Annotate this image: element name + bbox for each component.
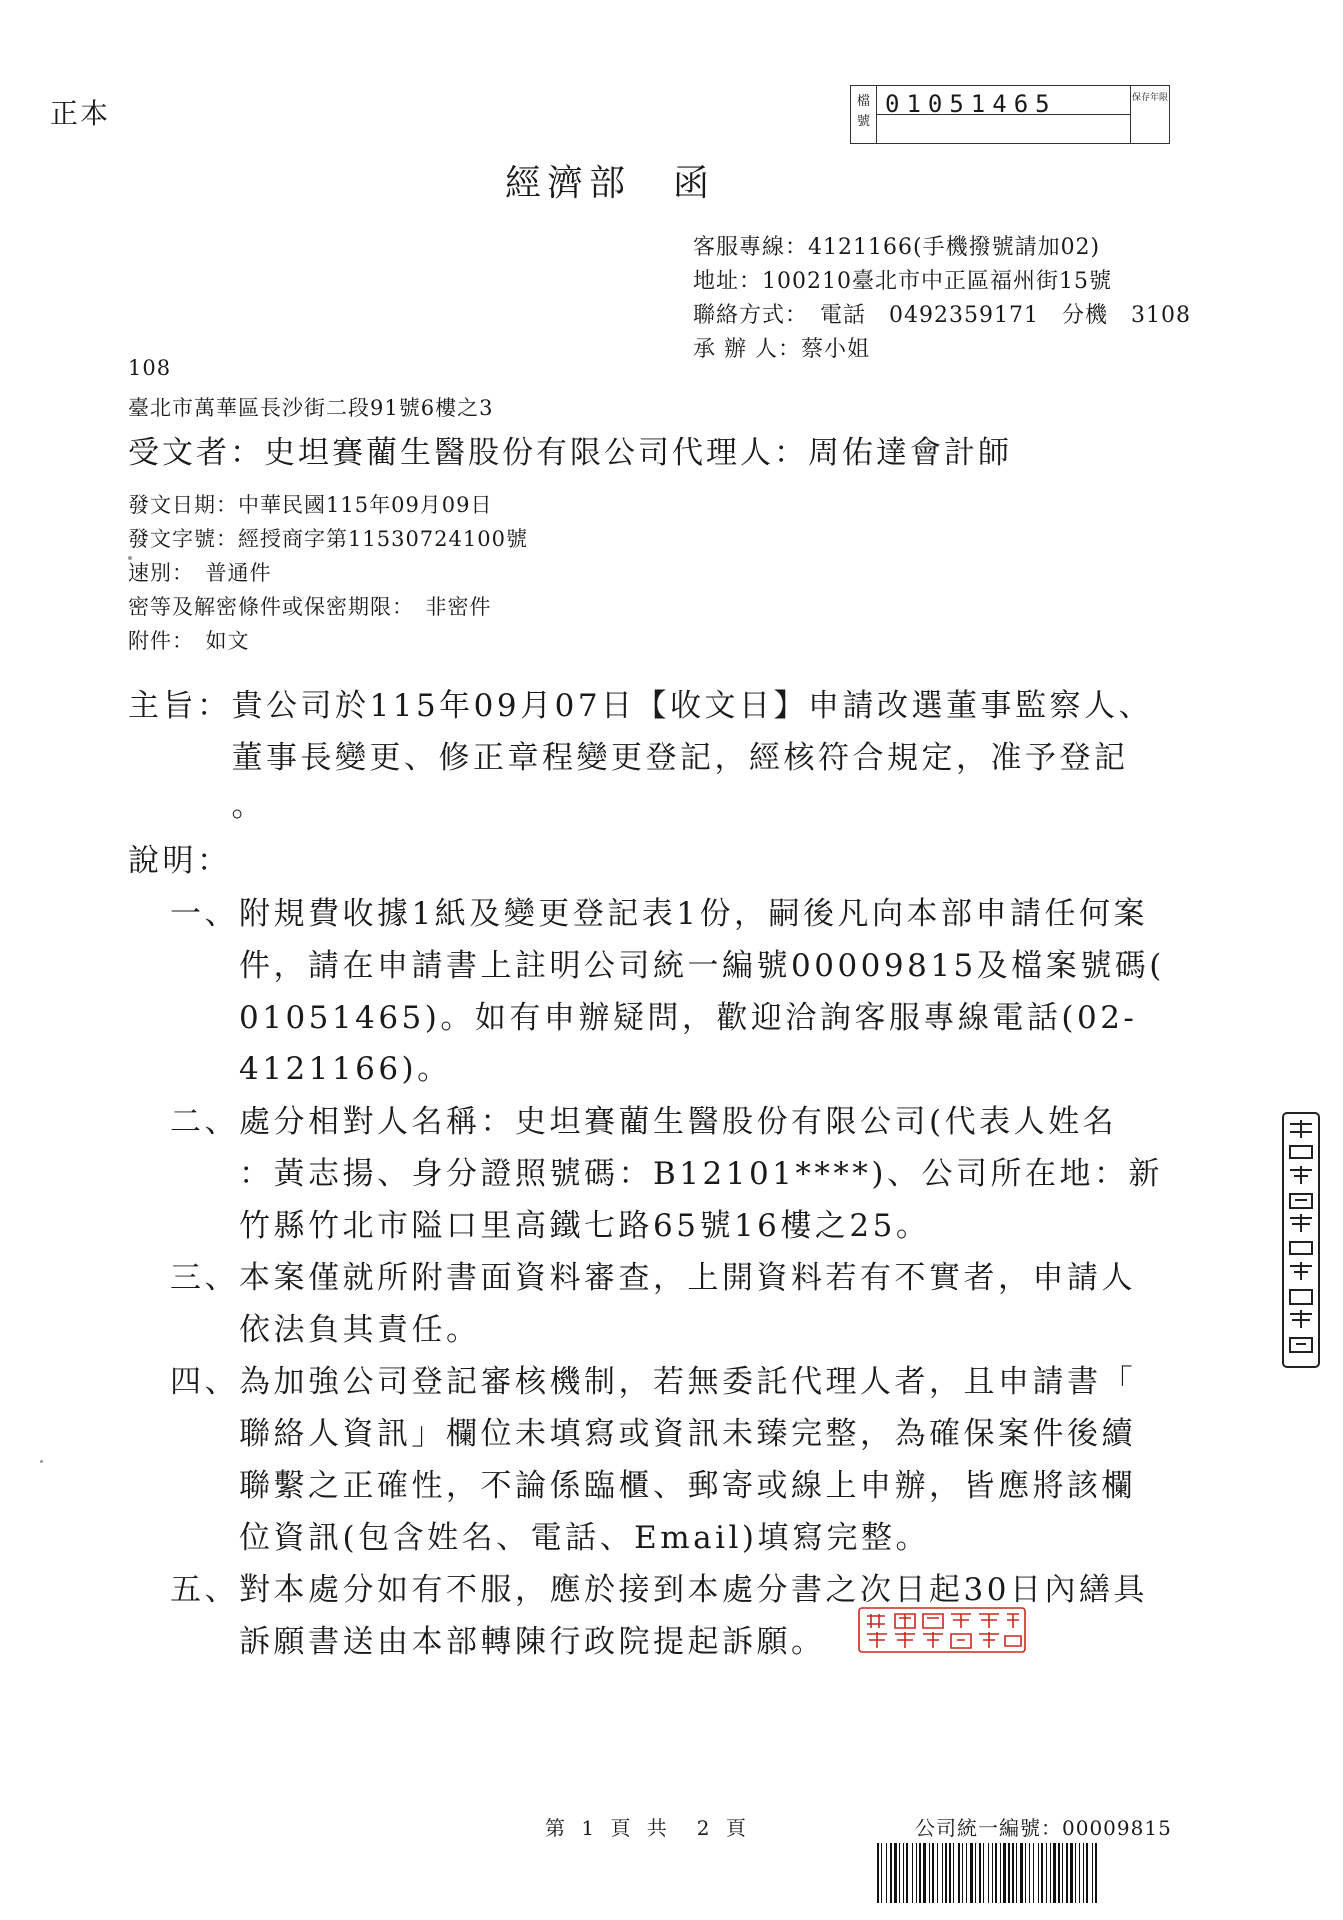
barcode-bar xyxy=(1095,1843,1097,1903)
file-number-label: 檔號 xyxy=(851,86,877,143)
item-4-line: 聯絡人資訊」欄位未填寫或資訊未臻完整，為確保案件後續 xyxy=(170,1416,1136,1452)
barcode-bar xyxy=(1008,1843,1010,1903)
barcode-bar xyxy=(1016,1843,1017,1903)
barcode-bar xyxy=(970,1843,973,1903)
barcode-bar xyxy=(1066,1843,1068,1903)
attachment: 附件： 如文 xyxy=(128,629,250,653)
subject-line: 。 xyxy=(128,788,266,824)
barcode-bar xyxy=(988,1843,989,1903)
file-number: 01051465 xyxy=(885,90,1057,118)
barcode-bar xyxy=(877,1843,879,1903)
barcode-bar xyxy=(1025,1843,1026,1903)
barcode-bar xyxy=(1029,1843,1030,1903)
contact-address: 地址：100210臺北市中正區福州街15號 xyxy=(693,269,1112,294)
barcode-bar xyxy=(912,1843,913,1903)
barcode-bar xyxy=(1033,1843,1034,1903)
barcode-bar xyxy=(937,1843,938,1903)
subject-line: 董事長變更、修正章程變更登記，經核符合規定，准予登記 xyxy=(128,740,1129,776)
barcode-bar xyxy=(1046,1843,1047,1903)
item-4-line: 四、為加強公司登記審核機制，若無委託代理人者，且申請書「 xyxy=(170,1364,1136,1400)
file-number-box xyxy=(850,85,1170,144)
barcode-bar xyxy=(1041,1843,1043,1903)
recipient: 受文者：史坦賽藺生醫股份有限公司代理人：周佑達會計師 xyxy=(128,435,1012,471)
barcode-bar xyxy=(1000,1843,1001,1903)
barcode-bar xyxy=(949,1843,951,1903)
barcode-bar xyxy=(919,1843,921,1903)
barcode-bar xyxy=(1070,1843,1073,1903)
copy-mark: 正本 xyxy=(50,97,111,130)
barcode-bar xyxy=(966,1843,967,1903)
barcode-bar xyxy=(942,1843,943,1903)
barcode-bar xyxy=(881,1843,882,1903)
barcode-bar xyxy=(983,1843,984,1903)
item-2-line: 二、處分相對人名稱：史坦賽藺生醫股份有限公司(代表人姓名 xyxy=(170,1104,1118,1140)
subject-line: 主旨：貴公司於115年09月07日【收文日】申請改選董事監察人、 xyxy=(128,688,1154,724)
recipient-street-address: 臺北市萬華區長沙街二段91號6樓之3 xyxy=(128,396,494,420)
item-1-line: 01051465)。如有申辦疑問，歡迎洽詢客服專線電話(02- xyxy=(170,1000,1138,1036)
item-1-line: 件，請在申請書上註明公司統一編號00009815及檔案號碼( xyxy=(170,948,1165,984)
barcode-bar xyxy=(1058,1843,1060,1903)
item-1-line: 4121166)。 xyxy=(170,1051,452,1087)
item-4-line: 聯繫之正確性，不論係臨櫃、郵寄或線上申辦，皆應將該欄 xyxy=(170,1468,1136,1504)
barcode-bar xyxy=(995,1843,997,1903)
page-indicator: 第 1 頁 共 2 頁 xyxy=(545,1816,751,1840)
retention-label: 保存年限 xyxy=(1131,93,1168,103)
barcode-bar xyxy=(890,1843,892,1903)
barcode-bar xyxy=(929,1843,930,1903)
barcode-bar xyxy=(1020,1843,1023,1903)
contact-hotline: 客服專線：4121166(手機撥號請加02) xyxy=(693,235,1101,260)
barcode-bar xyxy=(958,1843,960,1903)
barcode-bar xyxy=(962,1843,963,1903)
barcode-bar xyxy=(975,1843,976,1903)
barcode-bar xyxy=(932,1843,934,1903)
company-id-footer: 公司統一編號：00009815 xyxy=(915,1816,1172,1840)
document-title: 經濟部 函 xyxy=(505,163,716,204)
barcode-bar xyxy=(923,1843,926,1903)
scan-speck xyxy=(128,556,132,560)
barcode-bar xyxy=(1062,1843,1063,1903)
item-1-line: 一、附規費收據1紙及變更登記表1份，嗣後凡向本部申請任何案 xyxy=(170,896,1148,932)
barcode-bar xyxy=(916,1843,917,1903)
barcode-bar xyxy=(1079,1843,1080,1903)
barcode-bar xyxy=(1003,1843,1006,1903)
item-5-line: 五、對本處分如有不服，應於接到本處分書之次日起30日內繕具 xyxy=(170,1572,1148,1608)
barcode-bar xyxy=(899,1843,900,1903)
barcode-bar xyxy=(903,1843,904,1903)
barcode-bar xyxy=(894,1843,897,1903)
barcode-bar xyxy=(1012,1843,1014,1903)
barcode-bar xyxy=(1083,1843,1084,1903)
barcode-bar xyxy=(1050,1843,1051,1903)
barcode-bar xyxy=(1053,1843,1056,1903)
secrecy-level: 密等及解密條件或保密期限： 非密件 xyxy=(128,595,492,619)
item-3-line: 三、本案僅就所附書面資料審查，上開資料若有不實者，申請人 xyxy=(170,1260,1136,1296)
item-3-line: 依法負其責任。 xyxy=(170,1312,481,1348)
item-2-line: 竹縣竹北市隘口里高鐵七路65號16樓之25。 xyxy=(170,1208,931,1244)
barcode-bar xyxy=(886,1843,887,1903)
barcode-icon xyxy=(875,1843,1180,1903)
barcode-bar xyxy=(945,1843,947,1903)
contact-handler: 承 辦 人：蔡小姐 xyxy=(693,337,870,362)
barcode-bar xyxy=(979,1843,981,1903)
item-2-line: ：黃志揚、身分證照號碼：B12101****)、公司所在地：新 xyxy=(170,1156,1163,1192)
barcode-bar xyxy=(992,1843,993,1903)
barcode-bar xyxy=(1038,1843,1039,1903)
contact-method: 聯絡方式： 電話 0492359171 分機 3108 xyxy=(693,303,1191,328)
scan-speck xyxy=(40,1460,43,1463)
barcode-bar xyxy=(1075,1843,1076,1903)
explanation-heading: 說明： xyxy=(128,843,232,879)
side-seal-icon xyxy=(1280,1110,1322,1370)
item-5-line: 訴願書送由本部轉陳行政院提起訴願。 xyxy=(170,1624,826,1660)
recipient-postal-code: 108 xyxy=(128,356,172,380)
barcode-bar xyxy=(906,1843,908,1903)
issue-date: 發文日期：中華民國115年09月09日 xyxy=(128,493,493,517)
barcode-bar xyxy=(953,1843,954,1903)
item-4-line: 位資訊(包含姓名、電話、Email)填寫完整。 xyxy=(170,1520,931,1556)
document-number: 發文字號：經授商字第11530724100號 xyxy=(128,527,528,551)
speed-class: 速別： 普通件 xyxy=(128,561,272,585)
official-seal-icon xyxy=(857,1606,1027,1654)
barcode-bar xyxy=(1086,1843,1088,1903)
barcode-bar xyxy=(1092,1843,1093,1903)
